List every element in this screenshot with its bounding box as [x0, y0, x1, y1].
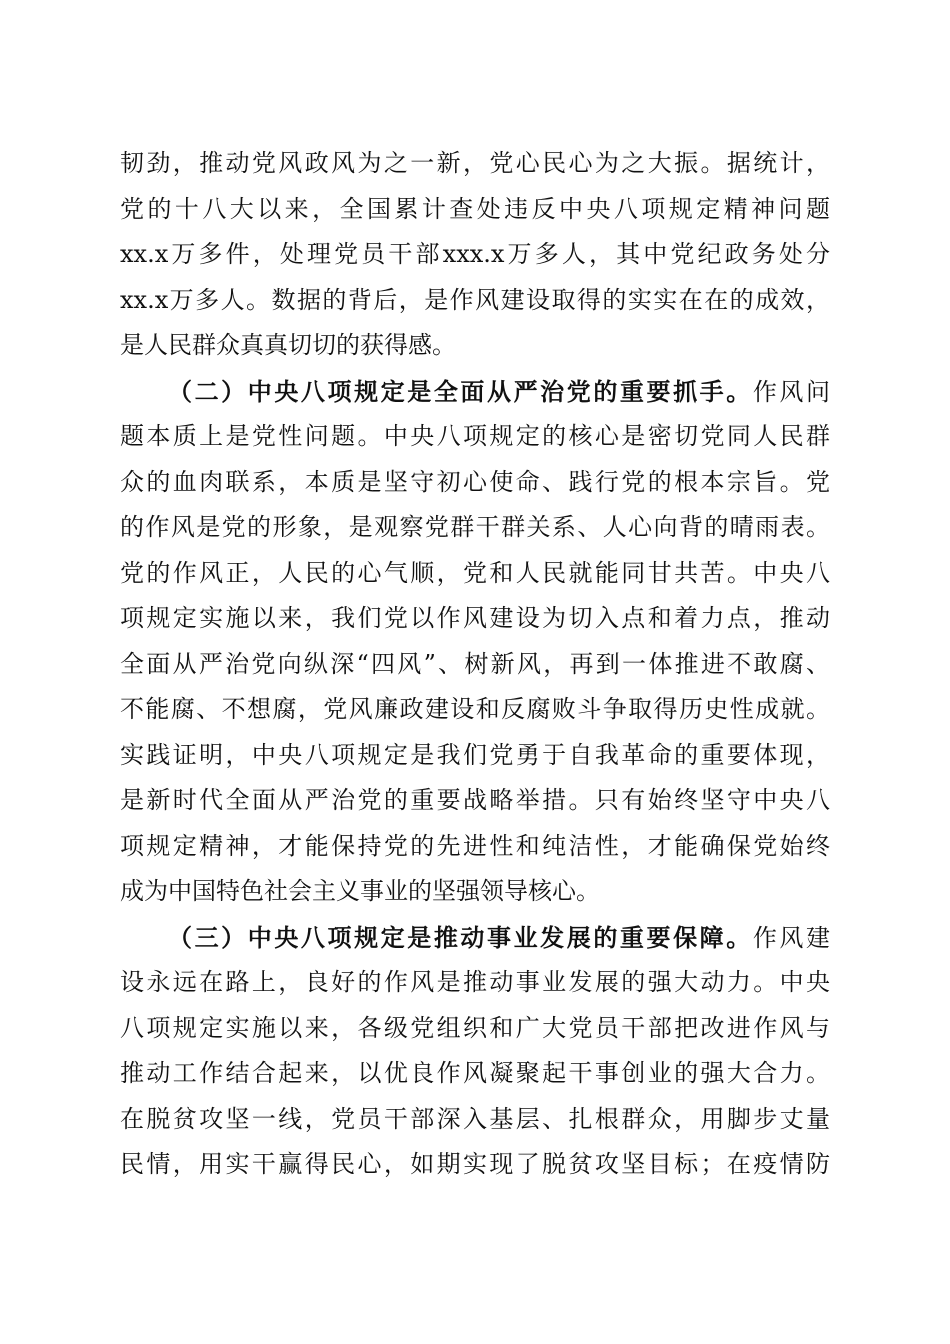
paragraph3-first-line-rest: 作风建: [752, 923, 831, 952]
paragraph2-line: 项规定实施以来，我们党以作风建设为切入点和着力点，推动: [120, 604, 830, 632]
paragraph3-line: 设永远在路上，良好的作风是推动事业发展的强大动力。中央: [120, 968, 830, 996]
paragraph3-heading: （三）中央八项规定是推动事业发展的重要保障。: [168, 922, 753, 952]
paragraph1-line: 党的十八大以来，全国累计查处违反中央八项规定精神问题: [120, 194, 830, 223]
paragraph2-line: 项规定精神，才能保持党的先进性和纯洁性，才能确保党始终: [120, 831, 830, 860]
paragraph3-first-line: [120, 915, 830, 961]
paragraph2-line: 实践证明，中央八项规定是我们党勇于自我革命的重要体现，: [120, 740, 830, 769]
paragraph1-line: xx.x万多人。数据的背后，是作风建设取得的实实在在的成效，: [120, 285, 830, 314]
paragraph3-line: 在脱贫攻坚一线，党员干部深入基层、扎根群众，用脚步丈量: [120, 1104, 830, 1133]
paragraph1-line: xx.x万多件，处理党员干部xxx.x万多人，其中党纪政务处分: [120, 240, 830, 268]
paragraph2-line: 不能腐、不想腐，党风廉政建设和反腐败斗争取得历史性成就。: [120, 695, 830, 723]
paragraph2-line: 题本质上是党性问题。中央八项规定的核心是密切党同人民群: [120, 422, 830, 450]
paragraph2-heading: （二）中央八项规定是全面从严治党的重要抓手。: [168, 376, 753, 406]
paragraph2-line: 的作风是党的形象，是观察党群干群关系、人心向背的晴雨表。: [120, 513, 830, 541]
body-text: [120, 141, 830, 1188]
paragraph3-line: 民情，用实干赢得民心，如期实现了脱贫攻坚目标；在疫情防: [120, 1150, 830, 1178]
paragraph3-line: 八项规定实施以来，各级党组织和广大党员干部把改进作风与: [120, 1013, 830, 1042]
paragraph2-line: 党的作风正，人民的心气顺，党和人民就能同甘共苦。中央八: [120, 558, 830, 587]
paragraph2-line: 成为中国特色社会主义事业的坚强领导核心。: [120, 877, 600, 905]
paragraph2-line: 是新时代全面从严治党的重要战略举措。只有始终坚守中央八: [120, 786, 830, 814]
paragraph1-line: 韧劲，推动党风政风为之一新，党心民心为之大振。据统计，: [120, 149, 830, 177]
paragraph2-first-line-rest: 作风问: [752, 377, 831, 406]
paragraph3-line: 推动工作结合起来，以优良作风凝聚起干事创业的强大合力。: [120, 1059, 830, 1087]
paragraph1-line: 是人民群众真真切切的获得感。: [120, 331, 456, 359]
paragraph2-first-line: [120, 369, 830, 415]
paragraph2-line: 众的血肉联系，本质是坚守初心使命、践行党的根本宗旨。党: [120, 467, 830, 496]
paragraph2-line: 全面从严治党向纵深“四风”、树新风，再到一体推进不敢腐、: [120, 649, 830, 678]
